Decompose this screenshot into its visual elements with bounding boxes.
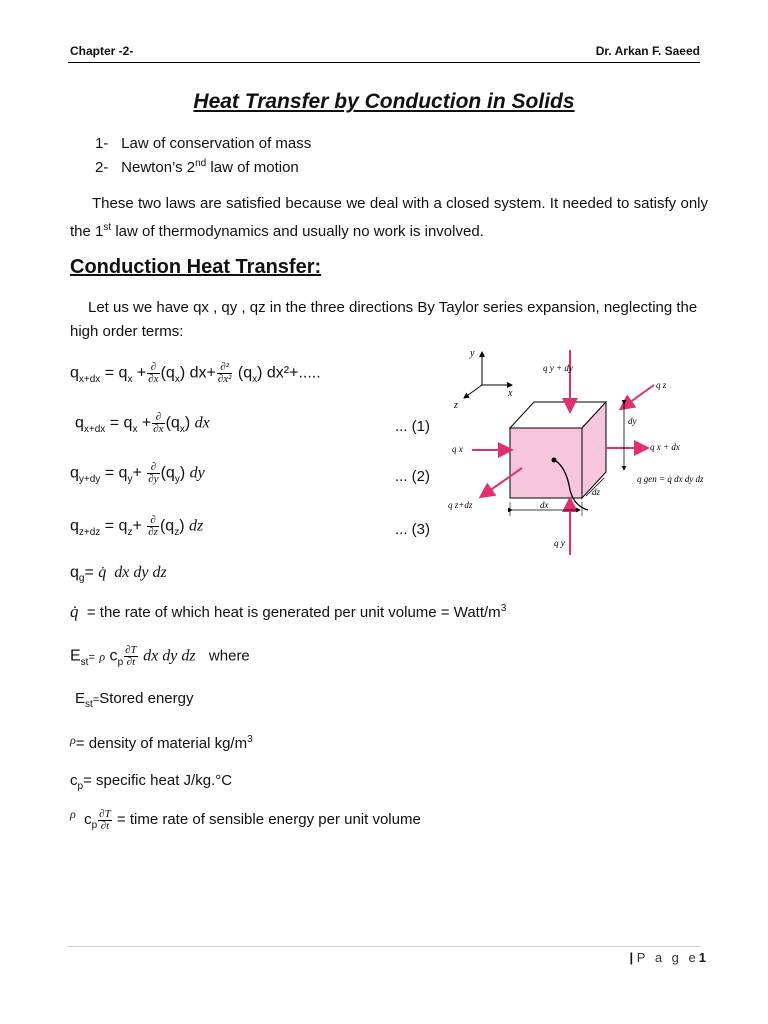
definition-cp-text: = specific heat J/kg.°C	[83, 772, 233, 789]
list-item	[95, 135, 311, 152]
definition-rho: $^\rho$= density of material $kg/m^3$	[70, 733, 253, 752]
paragraph-intro	[70, 192, 708, 244]
list-item-sup: nd	[195, 158, 207, 169]
footer-page-label: P a g e	[636, 950, 699, 965]
list-item-number: 2-	[95, 159, 109, 176]
label-dz: dz	[592, 487, 601, 497]
paragraph-taylor: Let us we have qx , qy , qz in the three directions By Taylor series expansion, neglecting the high order terms:	[70, 299, 698, 340]
label-qxdx: q x + dx	[650, 442, 680, 452]
control-volume-diagram	[442, 340, 742, 555]
list-item-number: 1-	[95, 135, 109, 152]
label-qgen: q gen = q̇ dx dy dz	[637, 474, 704, 484]
label-qzdz: q z+dz	[448, 500, 473, 510]
list-item	[95, 158, 299, 176]
equation-3: $q_{z+dz} = q_z+$ $\frac{\partial}{\partial z}$ $(q_z)$ dz	[70, 514, 204, 538]
label-qx: q x	[452, 444, 463, 454]
definition-cp: $c_p=$ specific heat J/kg.°C	[70, 772, 233, 792]
label-dx: dx	[540, 500, 549, 510]
equation-1-number: ... (1)	[395, 418, 431, 435]
list-item-text-pre: Newton’s 2	[121, 159, 196, 176]
equation-est-where: where	[208, 647, 250, 665]
definition-rate-text: = time rate of sensible energy per unit volume	[116, 811, 421, 828]
axes	[453, 348, 513, 411]
definition-qdot-sup: 3	[500, 603, 507, 614]
axis-y-label: y	[470, 348, 475, 359]
header-chapter: Chapter -2-	[70, 44, 134, 58]
equation-2-number: ... (2)	[395, 468, 431, 485]
label-dy: dy	[628, 416, 637, 426]
label-qz: q z	[656, 380, 667, 390]
footer-page-number: 1	[698, 950, 706, 965]
equation-taylor: $q_{x+dx} = q_x$ + $\frac{\partial}{\partial x}$ $(q_x)$ dx+ $\frac{\text{∂²}}{\text{∂x²}}$ $(q_x)$ dx²+.....	[70, 361, 321, 385]
page-footer: | P a g e1	[629, 950, 706, 965]
list-item-text: Law of conservation of mass	[121, 135, 312, 152]
axis-x-label: x	[508, 388, 513, 399]
equation-qg: $q_g=$ q̇ dx dy dz	[70, 564, 167, 585]
header-author: Dr. Arkan F. Saeed	[595, 44, 700, 58]
definition-est-text: Stored energy	[99, 690, 194, 707]
list-item-text-post: law of motion	[206, 159, 299, 176]
definition-est: $E_{st}=Stored$ energy	[75, 690, 194, 710]
header-divider	[68, 62, 700, 63]
definition-rho-sup: 3	[247, 734, 253, 745]
paragraph-intro-sup: st	[103, 222, 112, 233]
axis-z-label: z	[454, 400, 458, 411]
definition-qdot-text: = the rate of which heat is generated per unit volume = Watt/m	[86, 604, 501, 621]
definition-qdot: q̇ = the rate of which heat is generated per unit volume = Watt/$m^3$	[70, 602, 507, 621]
section-heading: Conduction Heat Transfer:	[70, 256, 322, 278]
paragraph-intro-text-end: law of thermodynamics and usually no work is involved.	[111, 223, 484, 240]
equation-1: $q_{x+dx} = q_x$ + $\frac{\partial}{\partial x}$ $(q_x)$ dx	[75, 411, 210, 435]
paragraph-intro-text: These two laws are satisfied because we deal with a closed system. It needed to satisfy only the 1	[70, 195, 708, 240]
equation-est: $E_{st}= \rho$ $c_p$ $\frac{\partial T}{\partial t}$ dx dy dz where	[70, 644, 250, 668]
definition-rate: $^\rho$ $c_p$ $\frac{\partial T}{\partial t}$ = time rate of sensible energy per unit volume	[70, 807, 421, 832]
equation-2: $q_{y+dy} = q_y+$ $\frac{\partial}{\partial y}$ $(q_y)$ dy	[70, 461, 205, 485]
page-title: Heat Transfer by Conduction in Solids	[193, 90, 575, 113]
label-qydy: q y + dy	[543, 363, 573, 373]
equation-3-number: ... (3)	[395, 521, 431, 538]
definition-rho-text: = density of material kg/m	[75, 735, 248, 752]
footer-divider	[68, 946, 700, 947]
label-qy: q y	[554, 538, 565, 548]
